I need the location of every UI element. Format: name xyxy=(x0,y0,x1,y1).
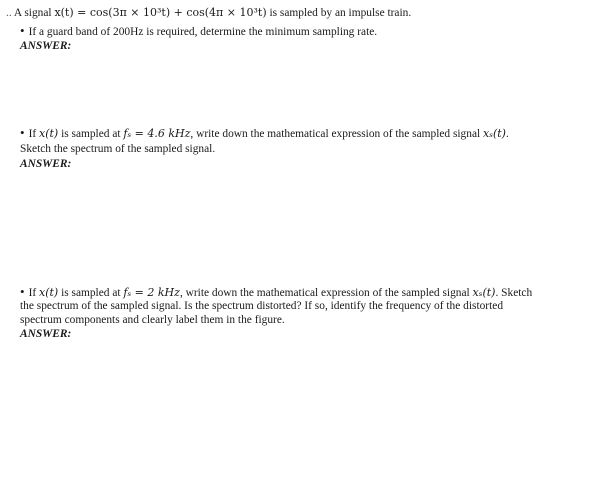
part-3-question-line-3: spectrum components and clearly label them in the figure. xyxy=(20,314,285,326)
intro-prefix: A signal xyxy=(13,7,55,19)
part-2-question-line-2: Sketch the spectrum of the sampled signal. xyxy=(20,143,216,155)
part-3-signal-var: x(t) xyxy=(39,286,59,299)
part-3-prefix: If xyxy=(28,287,39,299)
part-2-mid: is sampled at xyxy=(58,128,124,140)
part-2-question-line-1 xyxy=(20,125,509,142)
part-3-mid: is sampled at xyxy=(58,287,124,299)
part-2-rest: , write down the mathematical expression of the sampled signal xyxy=(190,128,484,140)
signal-expression: x(t) = cos(3π × 10³t) + cos(4π × 10³t) xyxy=(54,6,267,19)
part-2-sampling-rate: fₛ = 4.6 kHz xyxy=(123,127,191,140)
part-3-rest: , write down the mathematical expression of the sampled signal xyxy=(179,287,473,299)
part-3-question-line-2: the spectrum of the sampled signal. Is the spectrum distorted? If so, identify the frequency of the distorted xyxy=(20,300,504,312)
bullet-icon: • xyxy=(20,23,25,38)
problem-number-fragment: .. xyxy=(6,7,12,19)
part-2-sampled-signal: xₛ(t) xyxy=(483,127,506,140)
part-2-prefix: If xyxy=(28,128,39,140)
part-1-answer-label: ANSWER: xyxy=(20,40,72,52)
part-2-signal-var: x(t) xyxy=(39,127,59,140)
part-2-end: . xyxy=(505,128,509,140)
part-3-sampled-signal: xₛ(t) xyxy=(472,286,496,299)
part-1-question xyxy=(20,23,377,40)
part-3-sampling-rate: fₛ = 2 kHz xyxy=(123,286,180,299)
part-2-answer-label: ANSWER: xyxy=(20,158,72,170)
part-1-text: If a guard band of 200Hz is required, determine the minimum sampling rate. xyxy=(28,26,378,38)
bullet-icon: • xyxy=(20,284,25,299)
intro-suffix: is sampled by an impulse train. xyxy=(266,7,412,19)
part-3-answer-label: ANSWER: xyxy=(20,328,72,340)
part-3-end: . Sketch xyxy=(495,287,533,299)
problem-intro xyxy=(6,5,411,21)
bullet-icon: • xyxy=(20,125,25,140)
